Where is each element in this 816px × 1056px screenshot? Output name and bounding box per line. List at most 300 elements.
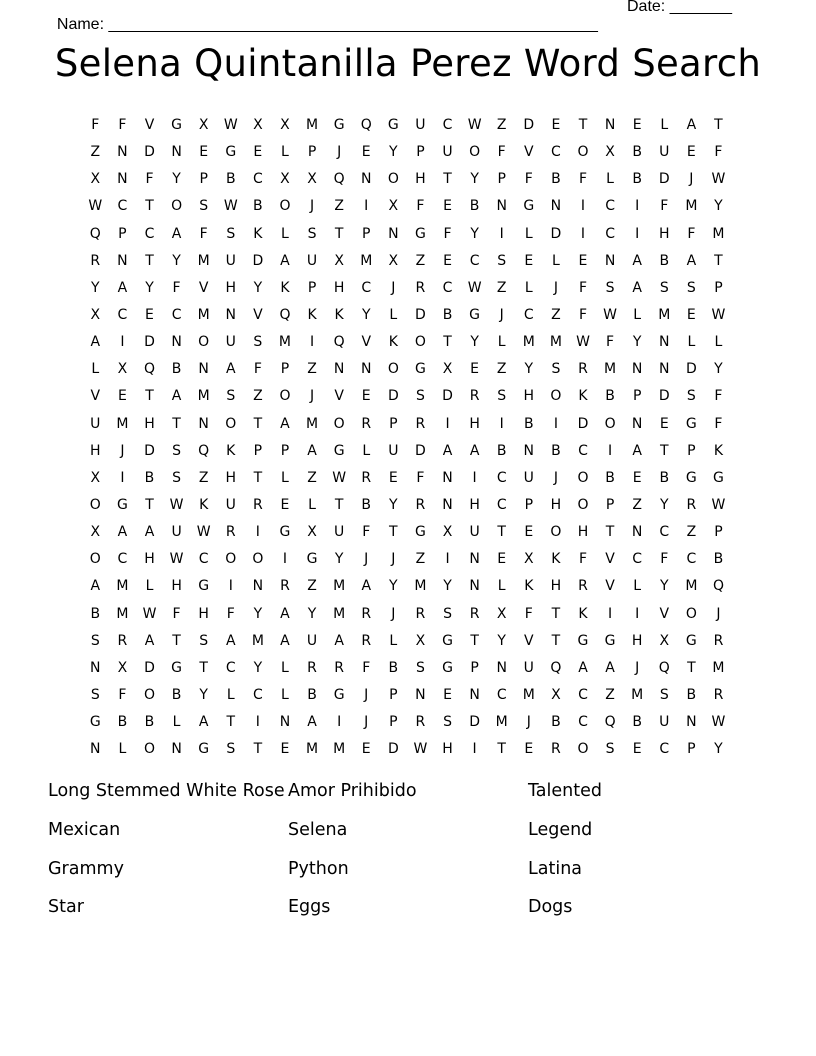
- grid-cell[interactable]: X: [280, 117, 291, 133]
- grid-cell[interactable]: Q: [360, 117, 373, 133]
- grid-cell[interactable]: Y: [172, 252, 182, 269]
- grid-cell[interactable]: M: [522, 686, 536, 703]
- grid-cell[interactable]: E: [551, 117, 561, 133]
- grid-cell[interactable]: L: [524, 225, 534, 242]
- grid-cell[interactable]: G: [442, 659, 454, 676]
- grid-cell[interactable]: W: [223, 117, 239, 133]
- grid-cell[interactable]: S: [415, 388, 426, 405]
- grid-cell[interactable]: F: [578, 551, 588, 568]
- grid-cell[interactable]: R: [252, 496, 264, 513]
- grid-cell[interactable]: H: [469, 496, 481, 513]
- grid-cell[interactable]: L: [389, 306, 398, 323]
- grid-cell[interactable]: L: [281, 686, 290, 703]
- grid-cell[interactable]: O: [333, 415, 346, 432]
- grid-cell[interactable]: C: [117, 198, 128, 215]
- grid-cell[interactable]: F: [172, 605, 182, 622]
- grid-cell[interactable]: P: [714, 279, 724, 296]
- grid-cell[interactable]: H: [523, 388, 535, 405]
- grid-cell[interactable]: C: [578, 686, 589, 703]
- grid-cell[interactable]: B: [90, 605, 101, 622]
- grid-cell[interactable]: N: [117, 252, 129, 269]
- grid-cell[interactable]: A: [469, 442, 480, 459]
- grid-cell[interactable]: U: [659, 144, 670, 161]
- grid-cell[interactable]: P: [687, 741, 697, 758]
- grid-cell[interactable]: D: [469, 714, 481, 731]
- grid-cell[interactable]: A: [198, 714, 209, 731]
- grid-cell[interactable]: F: [172, 279, 182, 296]
- grid-cell[interactable]: A: [632, 252, 643, 269]
- grid-cell[interactable]: P: [497, 171, 507, 188]
- grid-cell[interactable]: X: [605, 144, 616, 161]
- grid-cell[interactable]: V: [90, 388, 101, 405]
- grid-cell[interactable]: S: [415, 659, 426, 676]
- grid-cell[interactable]: Q: [198, 442, 210, 459]
- grid-cell[interactable]: Y: [443, 578, 453, 595]
- grid-cell[interactable]: O: [577, 144, 589, 161]
- grid-cell[interactable]: F: [660, 198, 669, 215]
- grid-cell[interactable]: M: [333, 605, 346, 622]
- grid-cell[interactable]: R: [280, 578, 291, 595]
- grid-cell[interactable]: M: [116, 578, 129, 595]
- grid-cell[interactable]: A: [632, 279, 643, 296]
- grid-cell[interactable]: Q: [279, 306, 291, 323]
- grid-cell[interactable]: C: [117, 306, 128, 323]
- grid-cell[interactable]: D: [144, 334, 156, 351]
- grid-cell[interactable]: F: [606, 334, 615, 351]
- grid-cell[interactable]: H: [171, 578, 183, 595]
- grid-cell[interactable]: Z: [496, 117, 507, 133]
- grid-cell[interactable]: I: [553, 415, 559, 432]
- grid-cell[interactable]: S: [199, 198, 209, 215]
- grid-cell[interactable]: N: [117, 171, 129, 188]
- grid-cell[interactable]: N: [631, 524, 643, 541]
- grid-cell[interactable]: G: [333, 117, 346, 133]
- grid-cell[interactable]: C: [469, 252, 480, 269]
- grid-cell[interactable]: I: [120, 469, 125, 486]
- grid-cell[interactable]: S: [90, 686, 101, 703]
- grid-cell[interactable]: X: [388, 252, 399, 269]
- grid-cell[interactable]: A: [225, 632, 237, 649]
- grid-cell[interactable]: W: [576, 334, 591, 351]
- grid-cell[interactable]: L: [633, 306, 642, 323]
- grid-cell[interactable]: G: [171, 659, 183, 676]
- grid-cell[interactable]: D: [550, 225, 562, 242]
- grid-cell[interactable]: O: [577, 496, 589, 513]
- grid-cell[interactable]: Z: [307, 469, 318, 486]
- grid-cell[interactable]: W: [413, 741, 428, 758]
- grid-cell[interactable]: C: [659, 741, 670, 758]
- grid-cell[interactable]: S: [172, 469, 182, 486]
- grid-cell[interactable]: T: [470, 632, 480, 649]
- grid-cell[interactable]: M: [197, 388, 211, 405]
- grid-cell[interactable]: K: [199, 496, 209, 513]
- grid-cell[interactable]: Z: [632, 496, 643, 513]
- grid-cell[interactable]: G: [333, 442, 346, 459]
- grid-cell[interactable]: B: [551, 442, 562, 459]
- grid-cell[interactable]: B: [171, 361, 182, 378]
- grid-cell[interactable]: V: [524, 632, 535, 649]
- grid-cell[interactable]: J: [364, 551, 369, 568]
- grid-cell[interactable]: V: [524, 144, 535, 161]
- grid-cell[interactable]: E: [443, 198, 453, 215]
- grid-cell[interactable]: F: [578, 171, 588, 188]
- grid-cell[interactable]: F: [524, 171, 534, 188]
- grid-cell[interactable]: P: [307, 279, 317, 296]
- grid-cell[interactable]: E: [524, 741, 534, 758]
- grid-cell[interactable]: K: [578, 605, 589, 622]
- grid-cell[interactable]: I: [499, 415, 505, 432]
- grid-cell[interactable]: L: [281, 144, 290, 161]
- grid-cell[interactable]: A: [307, 714, 318, 731]
- grid-cell[interactable]: Z: [686, 524, 697, 541]
- grid-cell[interactable]: H: [550, 496, 562, 513]
- grid-cell[interactable]: F: [524, 605, 534, 622]
- grid-cell[interactable]: T: [659, 442, 670, 459]
- grid-cell[interactable]: T: [145, 252, 155, 269]
- grid-cell[interactable]: L: [281, 225, 290, 242]
- grid-cell[interactable]: L: [714, 334, 723, 351]
- grid-cell[interactable]: Y: [470, 171, 480, 188]
- grid-cell[interactable]: K: [307, 306, 318, 323]
- grid-cell[interactable]: W: [142, 605, 157, 622]
- grid-cell[interactable]: V: [334, 388, 345, 405]
- grid-cell[interactable]: Y: [389, 496, 399, 513]
- grid-cell[interactable]: O: [469, 144, 481, 161]
- grid-cell[interactable]: J: [391, 279, 396, 296]
- grid-cell[interactable]: L: [606, 171, 615, 188]
- grid-cell[interactable]: E: [199, 144, 209, 161]
- grid-cell[interactable]: E: [578, 252, 588, 269]
- grid-cell[interactable]: I: [472, 469, 478, 486]
- grid-cell[interactable]: O: [89, 496, 102, 513]
- grid-cell[interactable]: M: [333, 741, 346, 758]
- grid-cell[interactable]: T: [226, 714, 236, 731]
- grid-cell[interactable]: F: [362, 524, 371, 541]
- grid-cell[interactable]: H: [144, 415, 156, 432]
- grid-cell[interactable]: B: [632, 171, 643, 188]
- grid-cell[interactable]: S: [443, 714, 453, 731]
- grid-cell[interactable]: L: [497, 334, 507, 351]
- grid-cell[interactable]: J: [526, 714, 532, 731]
- grid-cell[interactable]: Z: [90, 144, 101, 161]
- grid-cell[interactable]: F: [660, 551, 669, 568]
- grid-cell[interactable]: Y: [91, 279, 101, 296]
- grid-cell[interactable]: U: [90, 415, 101, 432]
- grid-cell[interactable]: R: [117, 632, 128, 649]
- grid-cell[interactable]: M: [251, 632, 265, 649]
- grid-cell[interactable]: N: [604, 117, 616, 133]
- grid-cell[interactable]: R: [713, 632, 724, 649]
- grid-cell[interactable]: J: [364, 714, 369, 731]
- grid-cell[interactable]: F: [199, 225, 209, 242]
- grid-cell[interactable]: B: [144, 469, 155, 486]
- grid-cell[interactable]: Y: [714, 361, 724, 378]
- grid-cell[interactable]: E: [686, 306, 697, 323]
- grid-cell[interactable]: T: [334, 496, 344, 513]
- grid-cell[interactable]: D: [144, 659, 156, 676]
- grid-cell[interactable]: T: [145, 388, 155, 405]
- grid-cell[interactable]: U: [388, 442, 399, 459]
- grid-cell[interactable]: E: [253, 144, 263, 161]
- grid-cell[interactable]: S: [686, 279, 697, 296]
- grid-cell[interactable]: G: [685, 469, 698, 486]
- grid-cell[interactable]: R: [415, 714, 426, 731]
- grid-cell[interactable]: J: [364, 686, 369, 703]
- grid-cell[interactable]: I: [337, 714, 342, 731]
- grid-cell[interactable]: T: [253, 415, 263, 432]
- grid-cell[interactable]: H: [225, 469, 237, 486]
- grid-cell[interactable]: M: [116, 605, 129, 622]
- grid-cell[interactable]: H: [442, 741, 454, 758]
- grid-cell[interactable]: O: [577, 741, 589, 758]
- grid-cell[interactable]: L: [551, 252, 561, 269]
- grid-cell[interactable]: Q: [550, 659, 562, 676]
- grid-cell[interactable]: C: [361, 279, 372, 296]
- grid-cell[interactable]: R: [90, 252, 101, 269]
- grid-cell[interactable]: G: [442, 632, 454, 649]
- grid-cell[interactable]: M: [495, 714, 509, 731]
- grid-cell[interactable]: O: [685, 605, 698, 622]
- grid-cell[interactable]: R: [225, 524, 237, 541]
- grid-cell[interactable]: S: [497, 252, 507, 269]
- grid-cell[interactable]: M: [712, 225, 725, 242]
- grid-cell[interactable]: H: [659, 225, 671, 242]
- grid-cell[interactable]: B: [605, 388, 616, 405]
- grid-cell[interactable]: Z: [551, 306, 562, 323]
- grid-cell[interactable]: Y: [199, 686, 209, 703]
- grid-cell[interactable]: V: [659, 605, 670, 622]
- grid-cell[interactable]: Y: [714, 741, 724, 758]
- grid-cell[interactable]: H: [225, 279, 237, 296]
- grid-cell[interactable]: B: [307, 686, 318, 703]
- grid-cell[interactable]: T: [714, 252, 724, 269]
- grid-cell[interactable]: N: [333, 361, 345, 378]
- grid-cell[interactable]: D: [523, 117, 535, 133]
- grid-cell[interactable]: D: [144, 144, 156, 161]
- grid-cell[interactable]: P: [199, 171, 209, 188]
- grid-cell[interactable]: R: [361, 605, 372, 622]
- grid-cell[interactable]: C: [578, 714, 589, 731]
- grid-cell[interactable]: J: [391, 551, 396, 568]
- grid-cell[interactable]: B: [605, 469, 616, 486]
- grid-cell[interactable]: M: [306, 741, 319, 758]
- grid-cell[interactable]: N: [360, 171, 372, 188]
- grid-cell[interactable]: C: [523, 306, 535, 323]
- grid-cell[interactable]: R: [713, 686, 724, 703]
- grid-cell[interactable]: P: [253, 442, 263, 459]
- grid-cell[interactable]: N: [659, 334, 670, 351]
- grid-cell[interactable]: P: [632, 388, 642, 405]
- grid-cell[interactable]: T: [145, 496, 155, 513]
- grid-cell[interactable]: I: [635, 225, 640, 242]
- grid-cell[interactable]: Y: [659, 496, 670, 513]
- grid-cell[interactable]: Y: [389, 578, 399, 595]
- grid-cell[interactable]: T: [578, 117, 588, 133]
- grid-cell[interactable]: R: [578, 361, 589, 378]
- grid-cell[interactable]: C: [225, 659, 237, 676]
- grid-cell[interactable]: C: [171, 306, 182, 323]
- grid-cell[interactable]: P: [389, 415, 399, 432]
- grid-cell[interactable]: L: [524, 279, 534, 296]
- grid-cell[interactable]: E: [686, 144, 697, 161]
- grid-cell[interactable]: T: [443, 171, 453, 188]
- grid-cell[interactable]: N: [90, 659, 102, 676]
- grid-cell[interactable]: D: [577, 415, 589, 432]
- grid-cell[interactable]: I: [580, 225, 586, 242]
- grid-cell[interactable]: O: [550, 388, 562, 405]
- grid-cell[interactable]: B: [171, 686, 182, 703]
- grid-cell[interactable]: B: [144, 714, 155, 731]
- grid-cell[interactable]: X: [307, 171, 318, 188]
- grid-cell[interactable]: B: [632, 144, 643, 161]
- grid-cell[interactable]: D: [415, 306, 427, 323]
- grid-cell[interactable]: B: [659, 469, 670, 486]
- grid-cell[interactable]: T: [253, 469, 263, 486]
- grid-cell[interactable]: X: [90, 171, 101, 188]
- grid-cell[interactable]: S: [497, 388, 507, 405]
- grid-cell[interactable]: A: [686, 252, 697, 269]
- grid-cell[interactable]: W: [711, 306, 726, 323]
- grid-cell[interactable]: S: [253, 334, 263, 351]
- grid-cell[interactable]: Q: [333, 171, 346, 188]
- grid-cell[interactable]: N: [415, 686, 427, 703]
- grid-cell[interactable]: C: [144, 225, 155, 242]
- grid-cell[interactable]: E: [280, 741, 290, 758]
- grid-cell[interactable]: X: [524, 551, 535, 568]
- grid-cell[interactable]: M: [414, 578, 427, 595]
- grid-cell[interactable]: T: [172, 632, 182, 649]
- grid-cell[interactable]: Y: [334, 551, 344, 568]
- grid-cell[interactable]: D: [252, 252, 264, 269]
- grid-cell[interactable]: Y: [470, 225, 480, 242]
- grid-cell[interactable]: N: [469, 578, 481, 595]
- grid-cell[interactable]: G: [414, 361, 427, 378]
- grid-cell[interactable]: J: [337, 144, 342, 161]
- grid-cell[interactable]: K: [524, 578, 534, 595]
- grid-cell[interactable]: J: [309, 388, 315, 405]
- grid-cell[interactable]: T: [687, 659, 697, 676]
- grid-cell[interactable]: W: [467, 279, 483, 296]
- grid-cell[interactable]: O: [604, 415, 617, 432]
- grid-cell[interactable]: C: [551, 144, 562, 161]
- grid-cell[interactable]: X: [388, 198, 399, 215]
- grid-cell[interactable]: A: [686, 117, 697, 133]
- grid-cell[interactable]: X: [280, 171, 291, 188]
- grid-cell[interactable]: L: [497, 578, 507, 595]
- grid-cell[interactable]: N: [117, 144, 129, 161]
- grid-cell[interactable]: D: [387, 388, 400, 405]
- grid-cell[interactable]: W: [223, 198, 239, 215]
- grid-cell[interactable]: U: [306, 632, 318, 649]
- grid-cell[interactable]: L: [91, 361, 100, 378]
- grid-cell[interactable]: U: [225, 334, 237, 351]
- grid-cell[interactable]: P: [714, 524, 724, 541]
- grid-cell[interactable]: W: [332, 469, 347, 486]
- grid-cell[interactable]: F: [578, 306, 588, 323]
- grid-cell[interactable]: A: [307, 442, 318, 459]
- grid-cell[interactable]: H: [631, 632, 643, 649]
- grid-cell[interactable]: Q: [604, 714, 617, 731]
- grid-cell[interactable]: I: [120, 334, 125, 351]
- grid-cell[interactable]: L: [660, 117, 669, 133]
- grid-cell[interactable]: X: [334, 252, 345, 269]
- grid-cell[interactable]: H: [577, 524, 589, 541]
- grid-cell[interactable]: G: [523, 198, 535, 215]
- grid-cell[interactable]: Y: [389, 144, 399, 161]
- grid-cell[interactable]: L: [145, 578, 154, 595]
- grid-cell[interactable]: T: [714, 117, 724, 133]
- grid-cell[interactable]: E: [361, 144, 372, 161]
- grid-cell[interactable]: K: [280, 279, 291, 296]
- grid-cell[interactable]: F: [145, 171, 155, 188]
- grid-cell[interactable]: H: [550, 578, 562, 595]
- grid-cell[interactable]: J: [553, 469, 559, 486]
- grid-cell[interactable]: X: [307, 524, 318, 541]
- grid-cell[interactable]: Y: [497, 632, 507, 649]
- grid-cell[interactable]: E: [524, 252, 534, 269]
- grid-cell[interactable]: E: [388, 469, 399, 486]
- grid-cell[interactable]: W: [467, 117, 483, 133]
- grid-cell[interactable]: F: [443, 225, 453, 242]
- grid-cell[interactable]: F: [416, 198, 425, 215]
- grid-cell[interactable]: B: [659, 252, 670, 269]
- grid-cell[interactable]: M: [712, 659, 725, 676]
- grid-cell[interactable]: R: [686, 496, 697, 513]
- grid-cell[interactable]: C: [252, 171, 264, 188]
- grid-cell[interactable]: A: [605, 659, 616, 676]
- grid-cell[interactable]: M: [658, 306, 671, 323]
- grid-cell[interactable]: I: [364, 198, 369, 215]
- grid-cell[interactable]: C: [496, 686, 508, 703]
- grid-cell[interactable]: I: [635, 198, 640, 215]
- grid-cell[interactable]: U: [171, 524, 183, 541]
- grid-cell[interactable]: J: [716, 605, 722, 622]
- grid-cell[interactable]: N: [90, 741, 102, 758]
- grid-cell[interactable]: T: [199, 659, 209, 676]
- grid-cell[interactable]: B: [713, 551, 724, 568]
- grid-cell[interactable]: N: [523, 442, 535, 459]
- grid-cell[interactable]: P: [389, 686, 399, 703]
- grid-cell[interactable]: R: [334, 659, 345, 676]
- grid-cell[interactable]: S: [551, 361, 561, 378]
- grid-cell[interactable]: E: [443, 686, 453, 703]
- grid-cell[interactable]: G: [198, 578, 210, 595]
- grid-cell[interactable]: Q: [658, 659, 671, 676]
- grid-cell[interactable]: S: [659, 279, 670, 296]
- grid-cell[interactable]: D: [658, 388, 671, 405]
- grid-cell[interactable]: W: [169, 551, 184, 568]
- grid-cell[interactable]: K: [551, 551, 561, 568]
- grid-cell[interactable]: E: [632, 117, 643, 133]
- grid-cell[interactable]: B: [686, 686, 697, 703]
- grid-cell[interactable]: F: [497, 144, 507, 161]
- grid-cell[interactable]: W: [711, 171, 726, 188]
- grid-cell[interactable]: X: [551, 686, 562, 703]
- grid-cell[interactable]: F: [714, 415, 723, 432]
- grid-cell[interactable]: P: [389, 714, 399, 731]
- grid-cell[interactable]: P: [605, 496, 615, 513]
- grid-cell[interactable]: B: [361, 496, 372, 513]
- grid-cell[interactable]: B: [442, 306, 453, 323]
- grid-cell[interactable]: O: [252, 551, 264, 568]
- grid-cell[interactable]: N: [442, 496, 454, 513]
- grid-cell[interactable]: B: [551, 714, 562, 731]
- grid-cell[interactable]: R: [361, 469, 372, 486]
- grid-cell[interactable]: C: [442, 117, 453, 133]
- grid-cell[interactable]: I: [472, 741, 478, 758]
- grid-cell[interactable]: Y: [632, 334, 642, 351]
- grid-cell[interactable]: J: [391, 605, 396, 622]
